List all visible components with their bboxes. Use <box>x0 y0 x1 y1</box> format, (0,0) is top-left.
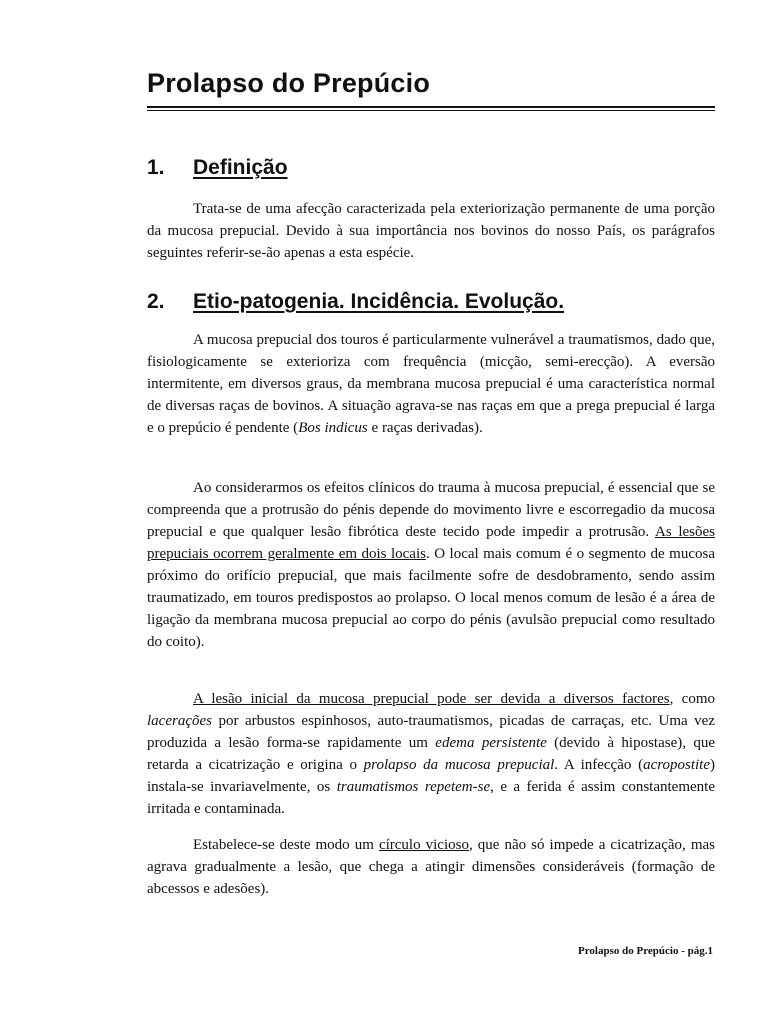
text-run: , como <box>669 691 716 707</box>
title-rule-thick <box>147 106 715 108</box>
section-title: Definição <box>193 156 288 179</box>
section-number: 1. <box>147 156 165 179</box>
italic-term: acropostite <box>643 757 710 773</box>
text-run: A mucosa prepucial dos touros é particularmente vulnerável a traumatismos, dado que, fisiologicamente se exterioriza com frequência (micção, semi-erecção). A eversão intermitente, em diversos graus, da membrana mucosa prepucial é uma característica normal de diversas raças de bovinos. A situação agrava-se nas raças em que a prega prepucial é larga e o prepúcio é pendente ( <box>147 332 715 436</box>
paragraph-etiology-4 <box>147 834 715 900</box>
section-number: 2. <box>147 290 165 313</box>
text-run: e raças derivadas). <box>367 420 483 436</box>
text-run: Ao considerarmos os efeitos clínicos do trauma à mucosa prepucial, é essencial que se compreenda que a protrusão do pénis depende do movimento livre e escorregadio da mucosa prepucial e que qualquer lesão fibrótica deste tecido pode impedir a protrusão. <box>147 480 715 540</box>
text-run: . A infecção ( <box>554 757 644 773</box>
section-title: Etio-patogenia. Incidência. Evolução. <box>193 290 565 313</box>
italic-term: traumatismos repetem-se <box>336 779 491 795</box>
paragraph-etiology-1 <box>147 329 715 439</box>
text-run: por arbustos espinhosos, auto-traumatismos, picadas de carraças, etc. Uma vez produzida a lesão forma-se rapidamente um <box>147 713 715 751</box>
underlined-phrase: As lesões prepuciais ocorrem geralmente em dois locais <box>147 524 715 562</box>
italic-term: Bos indicus <box>298 420 368 436</box>
paragraph-etiology-2 <box>147 477 715 653</box>
text-run: Estabelece-se deste modo um <box>193 837 379 853</box>
text-run: , que não só impede a cicatrização, mas agrava gradualmente a lesão, que chega a atingir dimensões consideráveis (formação de abcessos e adesões). <box>147 837 715 897</box>
underlined-phrase: círculo vicioso <box>378 837 469 853</box>
underlined-phrase: A lesão inicial da mucosa prepucial pode ser devida a diversos factores <box>193 691 670 707</box>
paragraph-etiology-3 <box>147 688 715 820</box>
page-footer: Prolapso do Prepúcio - pág.1 <box>578 945 713 957</box>
section-heading-1 <box>147 156 288 180</box>
text-run: ) instala-se invariavelmente, os <box>147 757 715 795</box>
title-rule-thin <box>147 110 715 111</box>
text-run: (devido à hipostase), que retarda a cicatrização e origina o <box>147 735 716 773</box>
italic-term: lacerações <box>147 713 212 729</box>
text-run: , e a ferida é assim constantemente irritada e contaminada. <box>147 779 715 817</box>
italic-term: prolapso da mucosa prepucial <box>363 757 555 773</box>
italic-term: edema persistente <box>435 735 547 751</box>
paragraph-definition: Trata-se de uma afecção caracterizada pela exteriorização permanente de uma porção da mucosa prepucial. Devido à sua importância nos bovinos do nosso País, os parágrafos seguintes referir-se-ão apenas a esta espécie. <box>147 201 715 261</box>
section-heading-2 <box>147 290 564 314</box>
page-title: Prolapso do Prepúcio <box>147 68 431 98</box>
text-run: . O local mais comum é o segmento de mucosa próximo do orifício prepucial, que mais facilmente sofre de desdobramento, sendo assim traumatizado, em touros predispostos ao prolapso. O local menos comum de lesão é a área de ligação da membrana mucosa prepucial ao corpo do pénis (avulsão prepucial como resultado do coito). <box>147 546 716 650</box>
